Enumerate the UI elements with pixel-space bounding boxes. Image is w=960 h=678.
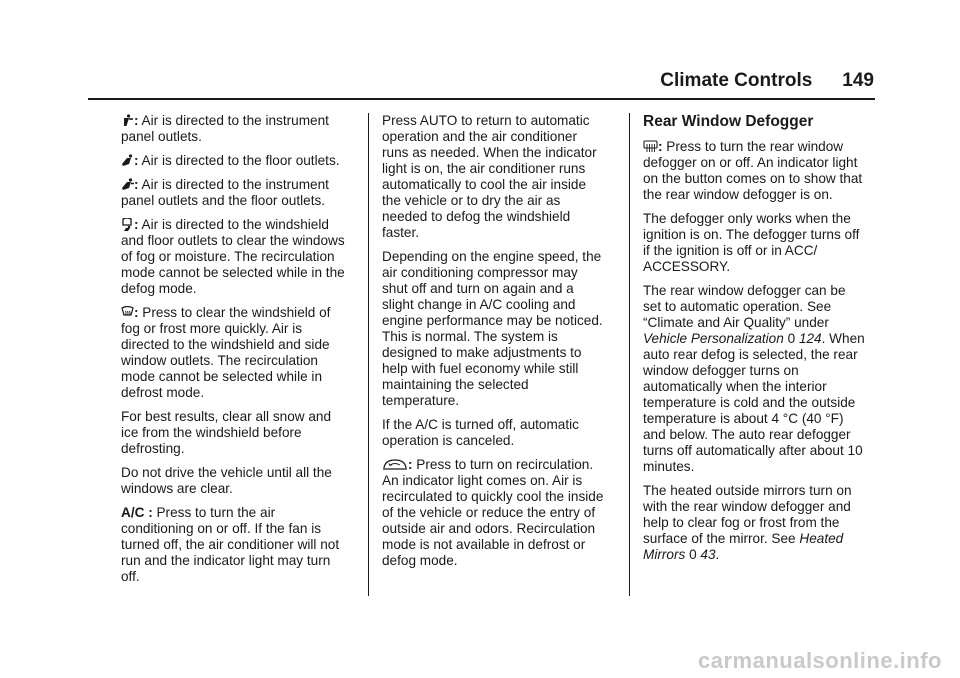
page-ref-124[interactable]: 124 xyxy=(798,331,822,346)
header-rule xyxy=(88,98,875,100)
paragraph-defog: : Air is directed to the windshield and floor outlets to clear the windows of fog or moisture. The recirculation mode cannot be selected while in the defog mode. xyxy=(121,217,345,296)
paragraph-automatic: The rear window defogger can be set to automatic operation. See “Climate and Air Quality” under Vehicle Personalization 0 124. When auto rear defog is selected, the rear window defogger turns on automatically when the interior temperature is cold and the outside temperature is about 4 °C (40 °F) and below. The auto rear defogger turns off automatically after about 10 minutes. xyxy=(643,283,865,474)
paragraph-recirculation: : Press to turn on recirculation. An indicator light comes on. Air is recirculated to quickly cool the inside of the vehicle or reduce the entry of outside air and odors. Recirculation mode is not available in defrost or defog mode. xyxy=(382,457,604,568)
column-divider-2 xyxy=(629,113,630,596)
rear-defogger-icon xyxy=(643,140,658,153)
paragraph-do-not-drive: Do not drive the vehicle until all the windows are clear. xyxy=(121,465,332,496)
paragraph-ignition: The defogger only works when the ignition is on. The defogger turns off if the ignition is off or in ACC/ ACCESSORY. xyxy=(643,211,860,274)
paragraph-floor: : Air is directed to the floor outlets. xyxy=(121,153,345,169)
paragraph-defrost: : Press to clear the windshield of fog or frost more quickly. Air is directed to the windshield and side window outlets. The recirculation mode cannot be selected while in defrost mode. xyxy=(121,305,331,400)
column-3 xyxy=(643,113,867,571)
paragraph-best-results: For best results, clear all snow and ice from the windshield before defrosting. xyxy=(121,409,332,456)
floor-vent-icon xyxy=(121,154,134,167)
column-2 xyxy=(382,113,606,577)
paragraph-ac-off: If the A/C is turned off, automatic operation is canceled. xyxy=(382,417,579,448)
page-header xyxy=(0,70,874,92)
bi-level-vent-icon xyxy=(121,178,134,191)
paragraph-compressor: Depending on the engine speed, the air conditioning compressor may shut off and turn on again and a slight change in A/C cooling and engine performance may be noticed. This is normal. The system is designed to make adjustments to help with fuel economy while still maintaining the selected temperature. xyxy=(382,249,603,408)
paragraph-bilevel: : Air is directed to the instrument panel outlets and the floor outlets. xyxy=(121,177,329,208)
link-vehicle-personalization[interactable]: Vehicle Personalization xyxy=(643,331,784,346)
watermark: carmanualsonline.info xyxy=(698,648,942,673)
defrost-icon xyxy=(121,306,134,319)
paragraph-ac: A/C : Press to turn the air conditioning on or off. If the fan is turned off, the air conditioner will not run and the indicator light may turn off. xyxy=(121,505,340,584)
instrument-panel-vent-icon xyxy=(121,114,134,127)
ac-label: A/C : xyxy=(121,505,153,520)
section-title: Climate Controls xyxy=(660,70,813,91)
page-ref-43[interactable]: 43 xyxy=(700,547,716,562)
column-1 xyxy=(121,113,345,593)
paragraph-mirrors: The heated outside mirrors turn on with the rear window defogger and help to clear fog or frost from the surface of the mirror. See Heated Mirrors 0 43. xyxy=(643,483,852,562)
paragraph-rear-defogger: : Press to turn the rear window defogger on or off. An indicator light on the button comes on to show that the rear window defogger is on. xyxy=(643,139,863,202)
page-ref-arrow: 0 xyxy=(787,331,796,346)
rear-defogger-heading: Rear Window Defogger xyxy=(643,113,814,130)
page-number: 149 xyxy=(842,70,874,91)
column-divider-1 xyxy=(368,113,369,596)
recirculation-icon xyxy=(382,458,408,471)
paragraph-vent: : Air is directed to the instrument panel outlets. xyxy=(121,113,329,144)
page-ref-arrow: 0 xyxy=(689,547,697,562)
defog-icon xyxy=(121,218,134,231)
paragraph-auto: Press AUTO to return to automatic operation and the air conditioner runs as needed. When the indicator light is on, the air conditioner runs automatically to cool the air inside the vehicle or to dry the air as needed to defog the windshield faster. xyxy=(382,113,597,240)
link-heated-mirrors[interactable]: Heated Mirrors xyxy=(643,531,844,562)
